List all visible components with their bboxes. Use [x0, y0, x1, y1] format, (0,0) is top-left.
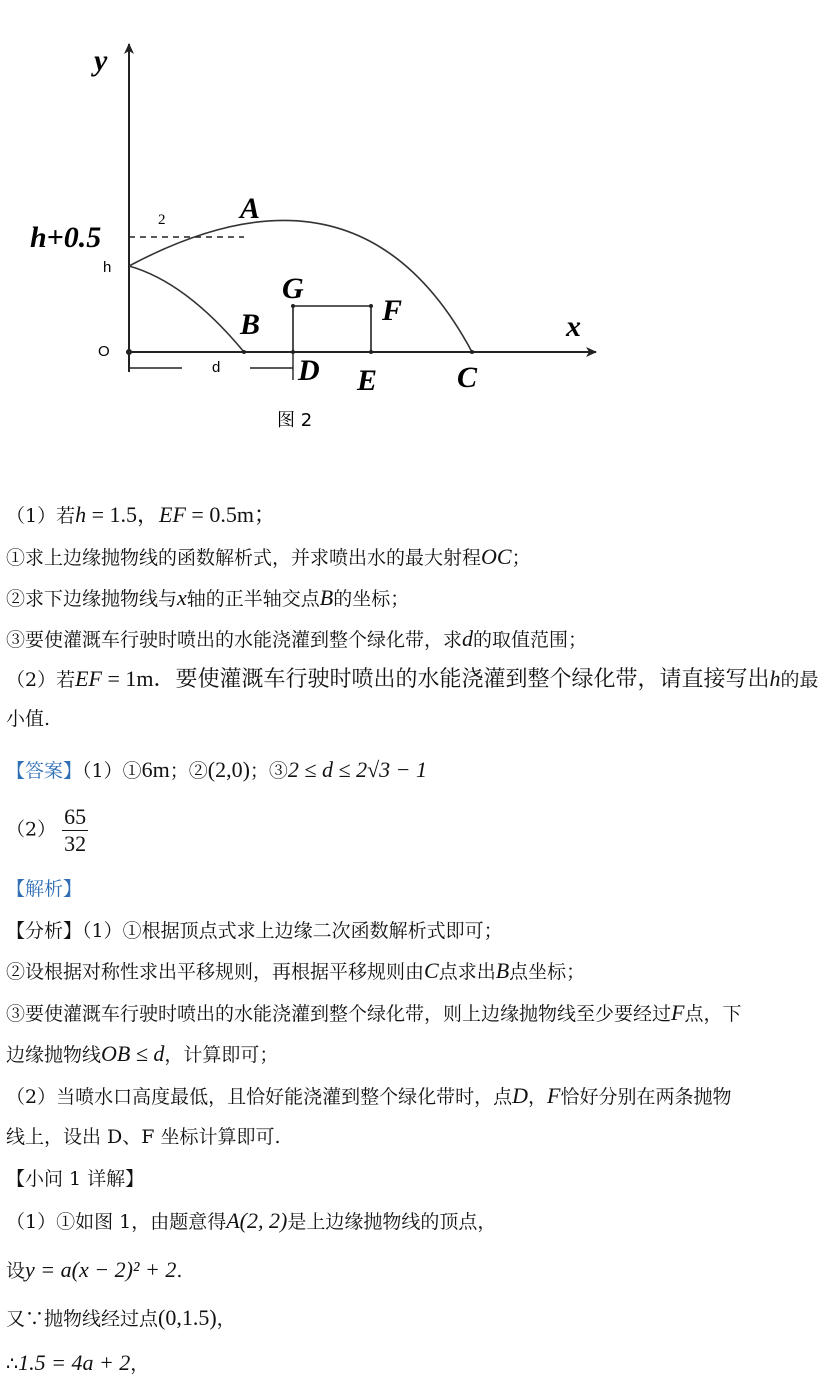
answer-fraction: $\frac{65}{32}$	[64, 804, 87, 856]
figure-caption: 图 2	[277, 410, 313, 431]
analysis-line-2: ②设根据对称性求出平移规则，再根据平移规则由C点求出B点坐标；	[6, 958, 586, 983]
detail-line-4: ∴1.5 = 4a + 2，	[6, 1350, 150, 1375]
question-2-line: （2）若EF = 1m．要使灌溉车行驶时喷出的水能浇灌到整个绿化带，请直接写出h的最	[6, 666, 819, 691]
label-h: h	[103, 259, 112, 276]
question-2-cont-line: 小值.	[6, 708, 51, 730]
analysis-line-3: ③要使灌溉车行驶时喷出的水能浇灌到整个绿化带，则上边缘抛物线至少要经过F点，下	[6, 1000, 742, 1025]
label-f: F	[382, 294, 403, 327]
label-d-point: D	[298, 354, 320, 387]
label-b: B	[240, 308, 261, 341]
analysis-line-1: 【分析】（1）①根据顶点式求上边缘二次函数解析式即可；	[6, 920, 503, 942]
detail-line-3: 又∵抛物线经过点(0,1.5)，	[6, 1305, 236, 1330]
answer-2-line: （2） $\frac{65}{32}$	[6, 804, 87, 856]
answer-line: 【答案】（1）①6m；②(2,0)；③2 ≤ d ≤ 2√3 − 1	[6, 757, 427, 782]
detail-line-2: 设y = a(x − 2)² + 2.	[6, 1257, 183, 1282]
label-o: O	[98, 343, 110, 360]
detail-line-1: （1）①如图 1，由题意得A(2, 2)是上边缘抛物线的顶点，	[6, 1208, 497, 1233]
analysis-line-5: （2）当喷水口高度最低，且恰好能浇灌到整个绿化带时，点D，F恰好分别在两条抛物	[6, 1083, 732, 1108]
question-1-3-line: ③要使灌溉车行驶时喷出的水能浇灌到整个绿化带，求d的取值范围；	[6, 626, 588, 651]
question-1-line: （1）若h = 1.5，EF = 0.5m；	[6, 502, 276, 527]
label-c: C	[457, 361, 478, 394]
label-g: G	[282, 272, 304, 305]
figure-2-diagram	[0, 0, 831, 450]
label-x: x	[566, 310, 581, 343]
analysis-line-6: 线上，设出 D、F 坐标计算即可.	[6, 1126, 281, 1148]
label-e: E	[357, 364, 378, 397]
detail-heading: 【小问 1 详解】	[6, 1168, 145, 1190]
analysis-heading: 【解析】	[6, 878, 83, 900]
question-1-1-line: ①求上边缘抛物线的函数解析式，并求喷出水的最大射程OC；	[6, 544, 531, 569]
green-belt-rect	[293, 306, 371, 352]
lower-parabola	[129, 266, 244, 352]
label-two: 2	[158, 212, 166, 228]
label-y: y	[94, 44, 108, 77]
question-1-2-line: ②求下边缘抛物线与x轴的正半轴交点B的坐标；	[6, 585, 410, 610]
label-d-distance: d	[212, 359, 221, 376]
label-h05: h+0.5	[30, 221, 102, 254]
analysis-line-4: 边缘抛物线OB ≤ d，计算即可；	[6, 1041, 279, 1066]
label-a: A	[240, 192, 261, 225]
